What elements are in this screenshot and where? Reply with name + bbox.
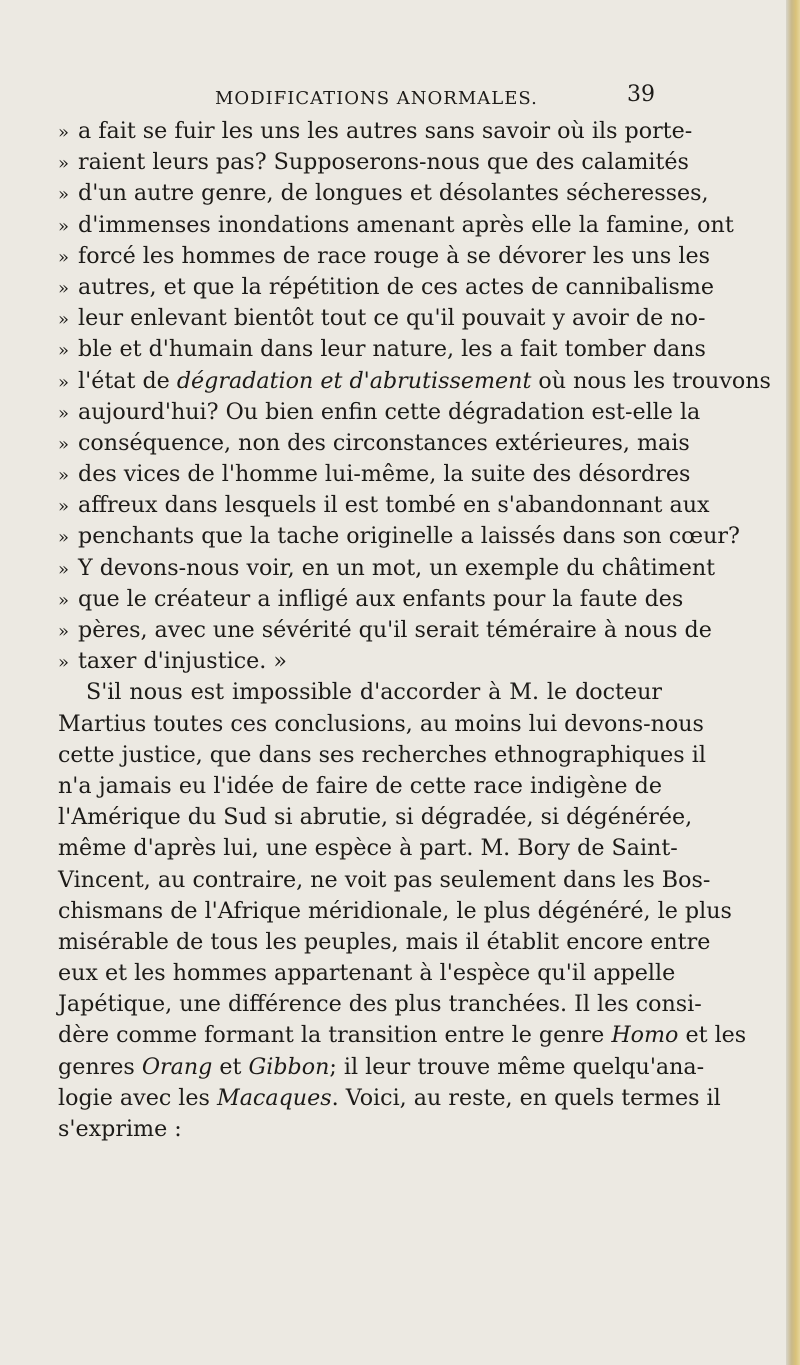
text-line [58, 896, 732, 927]
quote-mark: » [58, 277, 70, 299]
text-segment: d'un autre genre, de longues et désolantes sécheresses, [78, 180, 709, 207]
text-line [58, 740, 706, 771]
text-segment: eux et les hommes appartenant à l'espèce qu'il appelle [58, 960, 676, 987]
text-line [58, 116, 693, 147]
text-segment: S'il nous est impossible d'accorder à M. le docteur [86, 679, 662, 706]
italic-text: Orang [141, 1053, 213, 1080]
text-line [58, 147, 689, 178]
text-segment: penchants que la tache originelle a laissés dans son cœur? [78, 523, 740, 550]
quote-mark: » [58, 122, 70, 143]
quote-mark: » [58, 246, 70, 268]
text-segment: misérable de tous les peuples, mais il établit encore entre [58, 928, 711, 955]
text-line [58, 553, 716, 584]
quote-mark: » [58, 371, 70, 393]
text-segment: logie avec les [58, 1084, 217, 1111]
text-segment: ; il leur trouve même quelqu'ana- [329, 1053, 705, 1080]
text-segment: et [212, 1053, 249, 1080]
italic-text: Homo [611, 1022, 679, 1049]
quote-mark: » [58, 340, 70, 362]
text-segment: autres, et que la répétition de ces actes de cannibalisme [78, 273, 715, 300]
text-line [58, 989, 702, 1020]
quote-mark: » [58, 184, 70, 206]
quote-mark: » [58, 558, 70, 580]
text-segment: Y devons-nous voir, en un mot, un exemple du châtiment [78, 554, 716, 581]
quote-mark: » [58, 153, 70, 175]
text-line [58, 241, 710, 272]
italic-text: Gibbon [248, 1053, 330, 1080]
text-line [58, 833, 678, 864]
text-line [58, 334, 706, 365]
text-line [58, 490, 710, 521]
quote-mark: » [58, 496, 70, 518]
quote-mark: » [58, 589, 70, 611]
text-line [58, 459, 691, 490]
text-segment: où nous les trouvons [531, 367, 771, 394]
text-line [58, 584, 684, 615]
text-line [58, 958, 676, 989]
text-line [58, 1083, 721, 1114]
text-segment: que le créateur a infligé aux enfants pour la faute des [78, 585, 684, 612]
text-segment: l'Amérique du Sud si abrutie, si dégradée, si dégénérée, [58, 804, 693, 831]
text-segment: cette justice, que dans ses recherches ethnographiques il [58, 741, 706, 768]
italic-text: Macaques [216, 1084, 332, 1111]
page-number: 39 [627, 82, 655, 107]
text-segment: Martius toutes ces conclusions, au moins lui devons-nous [58, 710, 704, 737]
text-line [58, 1114, 662, 1145]
text-line [58, 303, 706, 334]
text-line [58, 802, 693, 833]
text-segment: leur enlevant bientôt tout ce qu'il pouvait y avoir de no- [78, 305, 706, 332]
text-segment: genres [58, 1053, 142, 1080]
text-line [58, 646, 662, 677]
text-line [58, 1052, 705, 1083]
text-segment: ble et d'humain dans leur nature, les a fait tomber dans [78, 336, 706, 363]
italic-text: dégradation et d'abrutissement [176, 367, 532, 394]
page-header [215, 82, 655, 118]
text-segment: raient leurs pas? Supposerons-nous que des calamités [78, 149, 689, 176]
text-segment: taxer d'injustice. » [78, 648, 287, 675]
text-line [58, 865, 711, 896]
text-line [58, 1020, 747, 1051]
quote-mark: » [58, 215, 70, 237]
text-segment: s'exprime : [58, 1116, 182, 1142]
text-segment: n'a jamais eu l'idée de faire de cette race indigène de [58, 772, 662, 799]
quote-mark: » [58, 621, 70, 642]
text-line [58, 927, 711, 958]
running-head: MODIFICATIONS ANORMALES. [215, 88, 538, 109]
quote-mark: » [58, 402, 70, 424]
text-line [58, 521, 740, 552]
text-segment: affreux dans lesquels il est tombé en s'abandonnant aux [78, 492, 710, 519]
text-segment: Vincent, au contraire, ne voit pas seulement dans les Bos- [58, 866, 711, 893]
body-text [58, 116, 771, 1145]
text-line [58, 677, 662, 708]
text-segment: . Voici, au reste, en quels termes il [331, 1084, 721, 1111]
text-segment: dère comme formant la transition entre le genre [58, 1022, 612, 1049]
text-segment: aujourd'hui? Ou bien enfin cette dégradation est-elle la [78, 398, 701, 425]
text-segment: et les [678, 1022, 747, 1049]
quote-mark: » [58, 652, 70, 674]
text-segment: l'état de [78, 367, 177, 394]
text-line [58, 366, 771, 397]
quote-mark: » [58, 465, 70, 487]
text-line [58, 709, 704, 740]
text-line [58, 178, 709, 209]
text-segment: conséquence, non des circonstances extérieures, mais [78, 429, 690, 456]
quote-mark: » [58, 527, 70, 549]
quote-mark: » [58, 309, 70, 331]
text-line [58, 771, 662, 802]
quote-mark: » [58, 433, 70, 455]
text-segment: pères, avec une sévérité qu'il serait téméraire à nous de [78, 617, 712, 643]
text-segment: chismans de l'Afrique méridionale, le plus dégénéré, le plus [58, 897, 732, 924]
text-segment: même d'après lui, une espèce à part. M. Bory de Saint- [58, 835, 678, 862]
text-line [58, 428, 690, 459]
page-edge [786, 0, 800, 1365]
text-segment: des vices de l'homme lui-même, la suite des désordres [78, 461, 691, 488]
text-segment: Japétique, une différence des plus tranchées. Il les consi- [58, 991, 702, 1018]
text-line [58, 210, 734, 241]
text-segment: a fait se fuir les uns les autres sans savoir où ils porte- [78, 118, 693, 144]
text-line [58, 272, 715, 303]
text-line [58, 397, 701, 428]
text-segment: d'immenses inondations amenant après elle la famine, ont [78, 211, 734, 238]
text-line [58, 615, 712, 646]
text-segment: forcé les hommes de race rouge à se dévorer les uns les [78, 242, 710, 269]
